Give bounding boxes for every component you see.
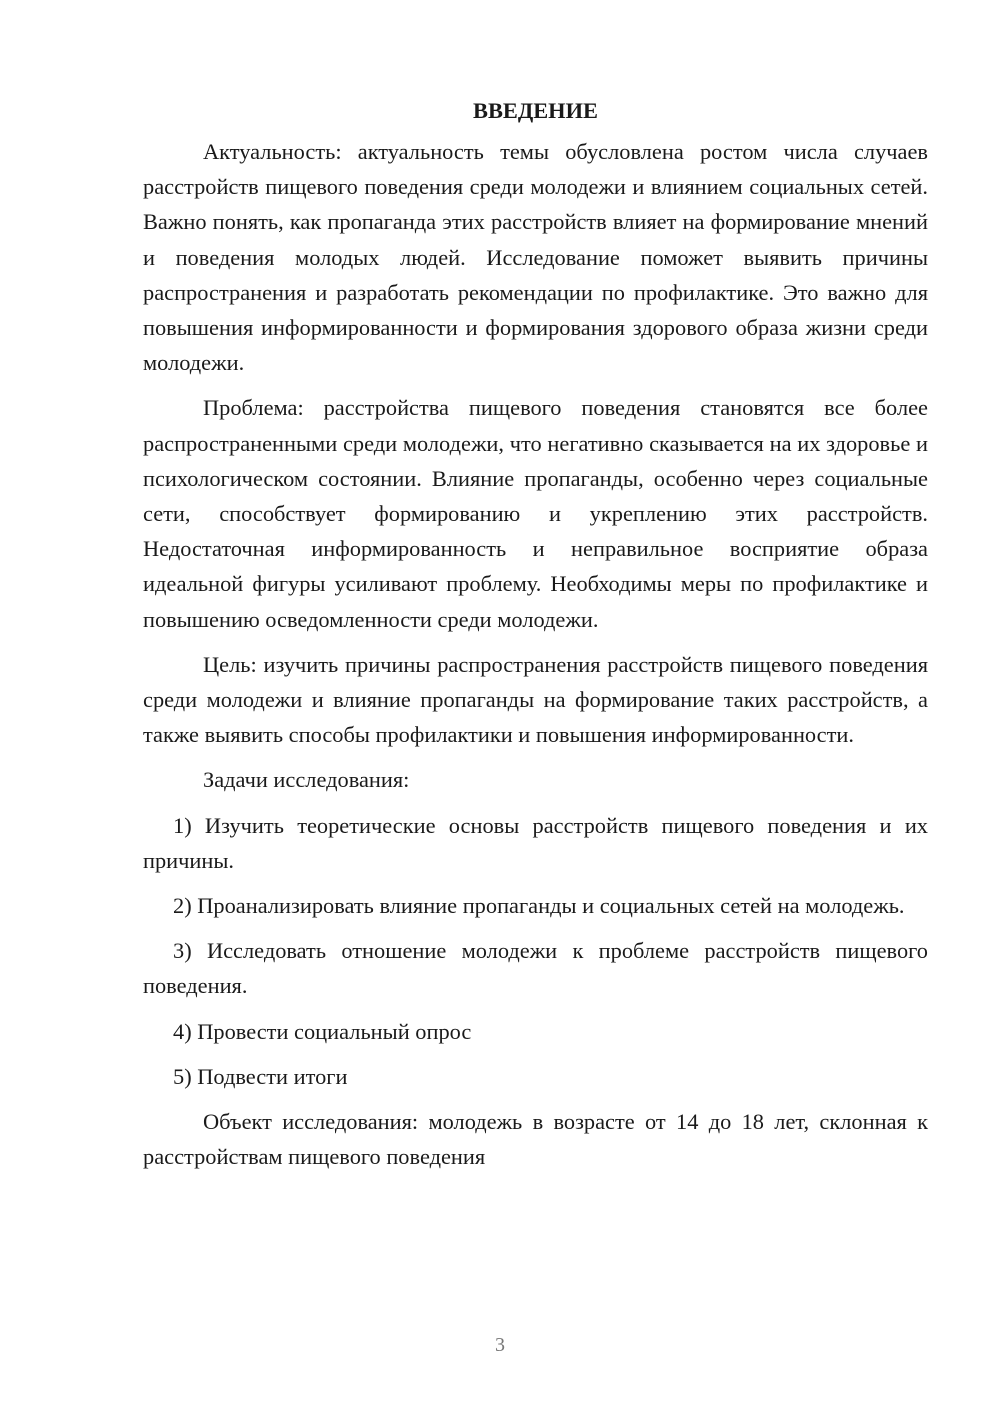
task-item-3: 3) Исследовать отношение молодежи к проблеме расстройств пищевого поведения.: [143, 938, 928, 999]
object-paragraph: Объект исследования: молодежь в возрасте от 14 до 18 лет, склонная к расстройствам пищевого поведения: [143, 1109, 928, 1170]
task-item-1: 1) Изучить теоретические основы расстройств пищевого поведения и их причины.: [143, 812, 928, 873]
relevance-paragraph: Актуальность: актуальность темы обусловлена ростом числа случаев расстройств пищевого поведения среди молодежи и влиянием социальных сетей. Важно понять, как пропаганда этих расстройств влияет на формирование мнений и поведения молодых людей. Исследование поможет выявить причины распространения и разработать рекомендации по профилактике. Это важно для повышения информированности и формирования здорового образа жизни среди молодежи.: [143, 139, 928, 376]
problem-paragraph: Проблема: расстройства пищевого поведения становятся все более распространенными среди молодежи, что негативно сказывается на их здоровье и психологическом состоянии. Влияние пропаганды, особенно через социальные сети, способствует формированию и укреплению этих расстройств. Недостаточная информированность и неправильное восприятие образа идеальной фигуры усиливают проблему. Необходимы меры по профилактике и повышению осведомленности среди молодежи.: [143, 395, 928, 632]
page-number: 3: [495, 1334, 505, 1356]
section-title: ВВЕДЕНИЕ: [473, 98, 598, 123]
task-item-4: 4) Провести социальный опрос: [173, 1018, 472, 1044]
tasks-heading: Задачи исследования:: [203, 767, 410, 793]
goal-paragraph: Цель: изучить причины распространения расстройств пищевого поведения среди молодежи и влияние пропаганды на формирование таких расстройств, а также выявить способы профилактики и повышения информированности.: [143, 651, 928, 748]
task-item-5: 5) Подвести итоги: [173, 1063, 348, 1089]
page-content: [143, 96, 928, 1184]
task-item-2: 2) Проанализировать влияние пропаганды и социальных сетей на молодежь.: [173, 893, 905, 919]
